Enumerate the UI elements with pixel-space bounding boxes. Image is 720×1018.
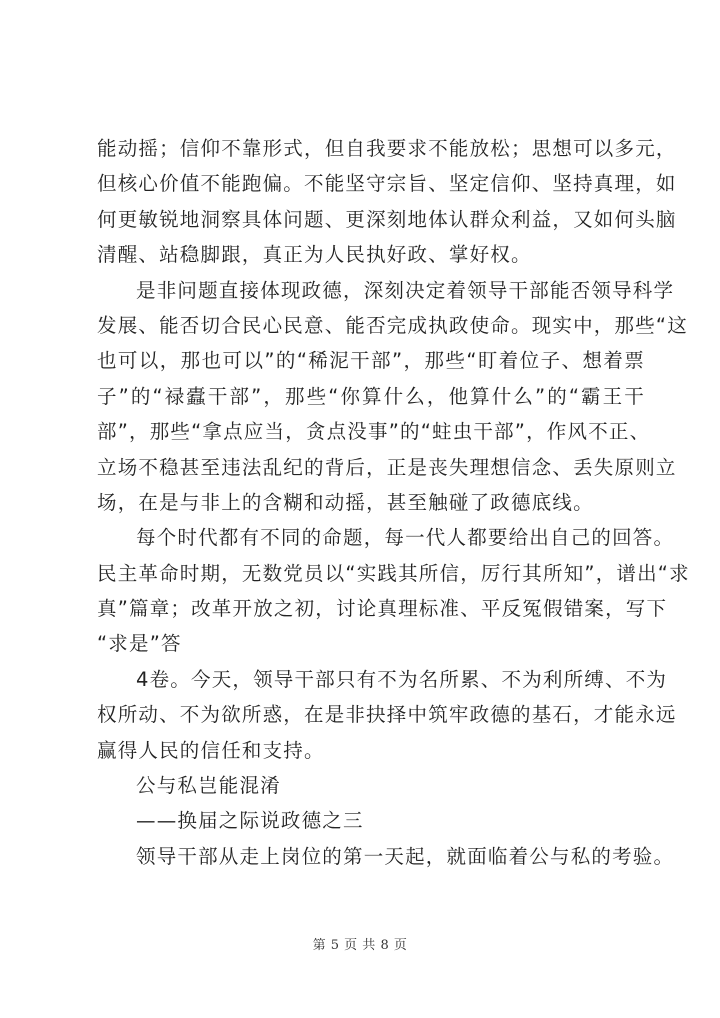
document-body <box>97 131 690 874</box>
paragraph <box>97 520 690 662</box>
paragraph <box>97 273 688 521</box>
page-number-footer: 第 5 页 共 8 页 <box>312 938 408 953</box>
heading-subtitle: ——换届之际说政德之三 <box>136 809 364 833</box>
paragraph <box>97 839 675 874</box>
heading-title: 公与私岂能混淆 <box>136 774 281 798</box>
text-line: 清醒、站稳脚跟，真正为人民执好政、掌好权。 <box>97 243 532 267</box>
text-line: 但核心价值不能跑偏。不能坚守宗旨、坚定信仰、坚持真理，如 <box>97 172 677 196</box>
text-line: 子”的“禄蠹干部”，那些“你算什么，他算什么”的“霸王干 <box>97 384 645 408</box>
paragraph <box>97 662 677 768</box>
text-line: 真”篇章；改革开放之初，讨论真理标准、平反冤假错案，写下 <box>97 597 668 621</box>
text-line: 民主革命时期，无数党员以“实践其所信，厉行其所知”，谱出“求 <box>97 561 690 585</box>
paragraph <box>97 131 677 273</box>
section-heading <box>97 768 645 803</box>
text-line: 场，在是与非上的含糊和动摇，甚至触碰了政德底线。 <box>97 490 594 514</box>
text-line: 权所动、不为欲所惑，在是非抉择中筑牢政德的基石，才能永远 <box>97 703 677 727</box>
text-line: 能动摇；信仰不靠形式，但自我要求不能放松；思想可以多元， <box>97 137 677 160</box>
text-line: 赢得人民的信任和支持。 <box>97 738 325 762</box>
text-line: 每个时代都有不同的命题，每一代人都要给出自己的回答。 <box>136 526 675 550</box>
text-line: 立场不稳甚至违法乱纪的背后，正是丧失理想信念、丢失原则立 <box>97 455 677 479</box>
text-line: 也可以，那也可以”的“稀泥干部”，那些“盯着位子、想着票 <box>97 349 645 373</box>
text-line: 部”，那些“拿点应当，贪点没事”的“蛀虫干部”，作风不正、 <box>97 420 651 444</box>
text-line: 4卷。今天，领导干部只有不为名所累、不为利所缚、不为 <box>136 667 668 691</box>
text-line: 发展、能否切合民心民意、能否完成执政使命。现实中，那些“这 <box>97 313 688 337</box>
text-line: 是非问题直接体现政德，深刻决定着领导干部能否领导科学 <box>136 278 675 302</box>
section-subtitle <box>97 803 645 838</box>
text-line: 何更敏锐地洞察具体问题、更深刻地体认群众利益，又如何头脑 <box>97 207 677 231</box>
text-line: “求是”答 <box>97 632 182 656</box>
text-line: 领导干部从走上岗位的第一天起，就面临着公与私的考验。 <box>136 844 675 868</box>
